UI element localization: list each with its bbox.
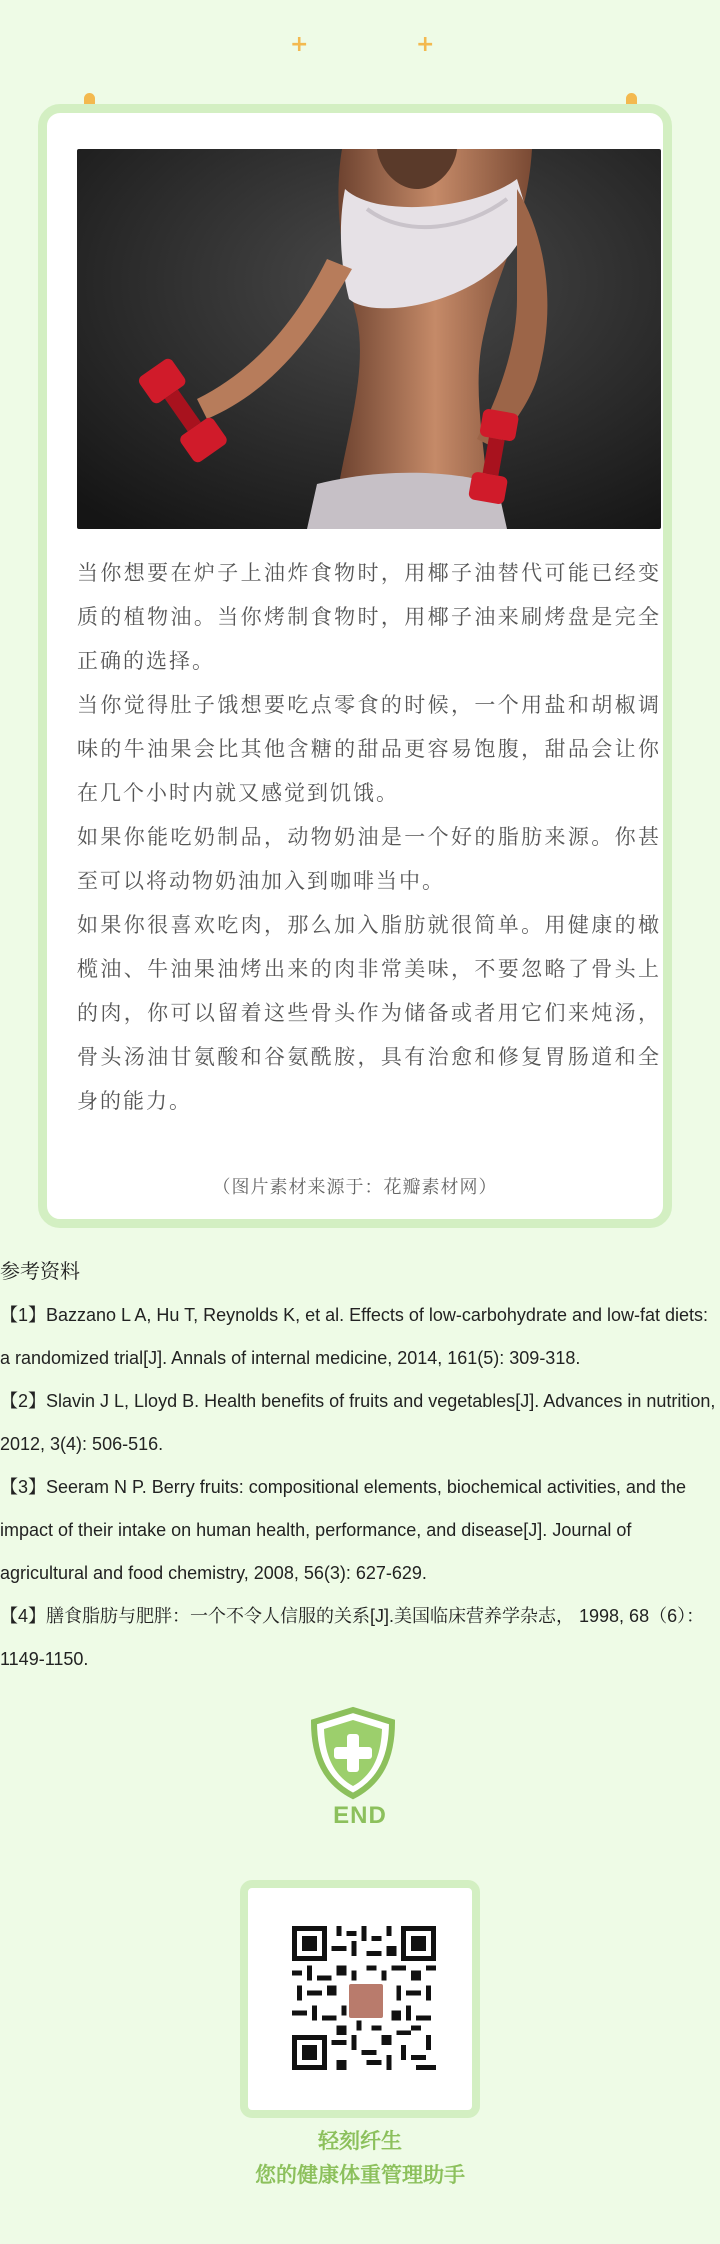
article-body xyxy=(77,551,661,1123)
references-section xyxy=(0,1251,720,1681)
qr-code-frame xyxy=(240,1880,480,2118)
brand-slogan: 您的健康体重管理助手 xyxy=(255,2163,465,2187)
reference-item-1: 【1】Bazzano L A, Hu T, Reynolds K, et al. Effects of low-carbohydrate and low-fat diets: a randomized trial[J]. Annals of internal medicine, 2014, 161(5): 309-318. xyxy=(0,1305,709,1368)
paragraph-2: 当你觉得肚子饿想要吃点零食的时候，一个用盐和胡椒调味的牛油果会比其他含糖的甜品更容易饱腹，甜品会让你在几个小时内就又感觉到饥饿。 xyxy=(77,693,661,805)
woman-dumbbell-photo xyxy=(77,149,661,529)
image-source-caption: （图片素材来源于：花瓣素材网） xyxy=(212,1177,498,1198)
reference-item-4: 【4】膳食脂肪与肥胖：一个不令人信服的关系[J].美国临床营养学杂志， 1998, 68（6）： 1149-1150. xyxy=(0,1606,705,1669)
shield-plus-icon xyxy=(308,1706,398,1800)
reference-item-2: 【2】Slavin J L, Lloyd B. Health benefits of fruits and vegetables[J]. Advances in nutrition, 2012, 3(4): 506-516. xyxy=(0,1391,716,1454)
brand-block xyxy=(0,2124,720,2192)
reference-item-3: 【3】Seeram N P. Berry fruits: compositional elements, biochemical activities, and the impact of their intake on human health, performance, and disease[J]. Journal of agricultural and food chemistry, 2008, 56(3): 627-629. xyxy=(0,1477,686,1583)
decor-plus-left: + xyxy=(290,32,309,57)
references-title: 参考资料 xyxy=(0,1261,80,1283)
paragraph-4: 如果你很喜欢吃肉，那么加入脂肪就很简单。用健康的橄榄油、牛油果油烤出来的肉非常美味，不要忽略了骨头上的肉，你可以留着这些骨头作为储备或者用它们来炖汤，骨头汤油甘氨酸和谷氨酰胺，具有治愈和修复胃肠道和全身的能力。 xyxy=(77,913,661,1113)
paragraph-3: 如果你能吃奶制品，动物奶油是一个好的脂肪来源。你甚至可以将动物奶油加入到咖啡当中。 xyxy=(77,825,661,893)
article-card xyxy=(38,104,672,1228)
end-label: END xyxy=(333,1802,387,1829)
brand-name: 轻刻纤生 xyxy=(318,2129,402,2153)
paragraph-1: 当你想要在炉子上油炸食物时，用椰子油替代可能已经变质的植物油。当你烤制食物时，用椰子油来刷烤盘是完全正确的选择。 xyxy=(77,561,661,673)
qr-center-logo xyxy=(347,1982,385,2020)
decor-plus-right: + xyxy=(416,32,435,57)
